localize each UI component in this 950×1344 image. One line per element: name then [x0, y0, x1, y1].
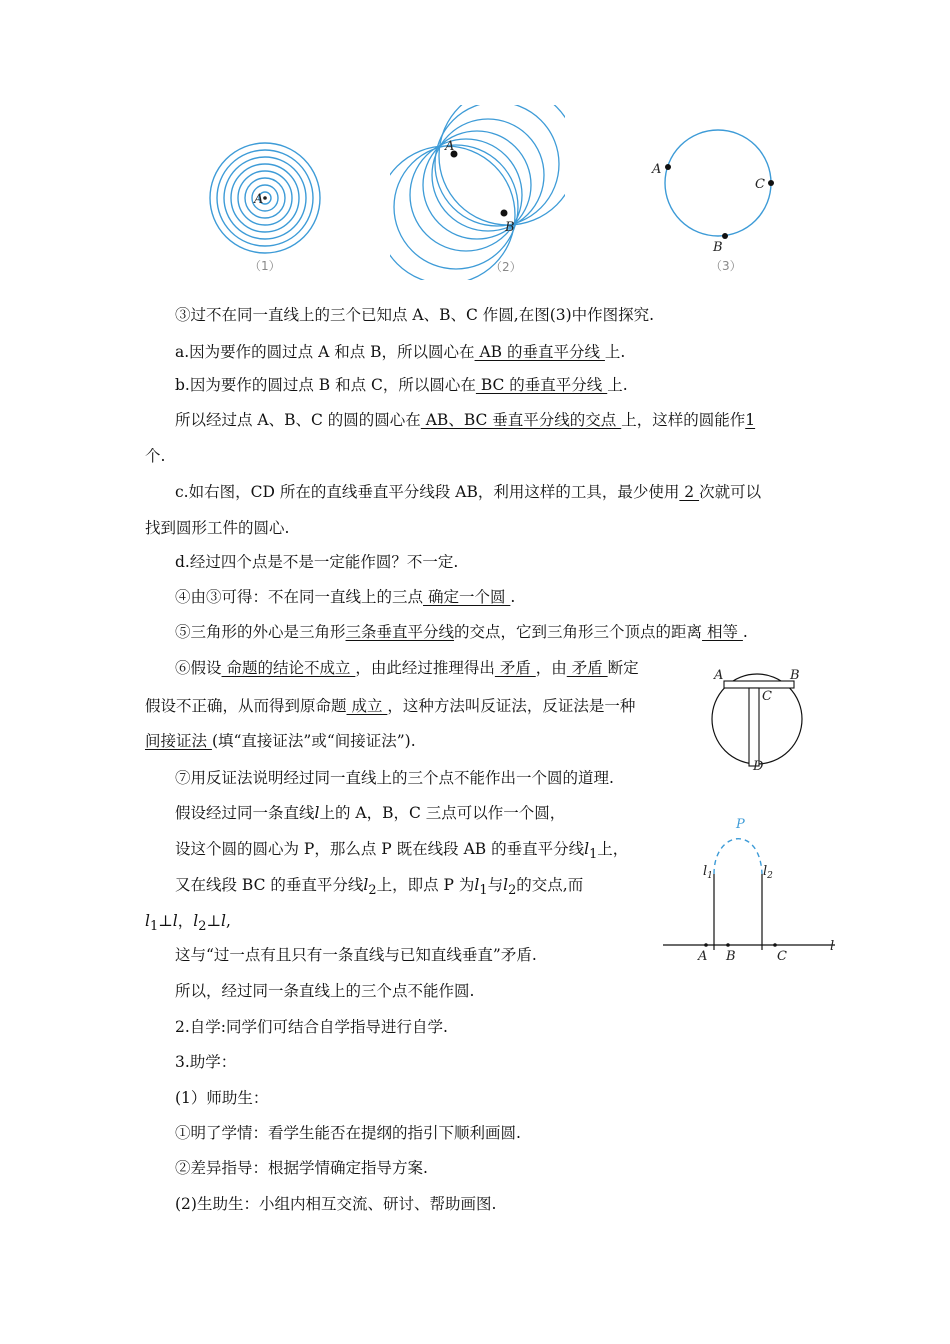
proof-label-p: P	[736, 817, 745, 832]
figure-concentric-circles	[200, 135, 330, 280]
blank-answer: 相等	[702, 623, 743, 641]
figure-perpendicular-bisectors	[660, 812, 845, 967]
step7-p2: 设这个圆的圆心为 P，那么点 P 既在线段 AB 的垂直平分线$l_1$上，	[175, 840, 629, 863]
fig2-label-b: B	[505, 220, 515, 235]
tool-label-c: C	[762, 689, 772, 704]
tool-label-a: A	[714, 668, 724, 683]
tool-label-d: D	[753, 759, 764, 774]
blank-answer: 矛盾	[494, 659, 536, 677]
step6-line2: 假设不正确，从而得到原命题 成立 ，这种方法叫反证法，反证法是一种	[145, 697, 636, 715]
fig1-center-label: A	[254, 192, 264, 207]
self-study: 2.自学:同学们可结合自学指导进行自学.	[175, 1018, 448, 1036]
teacher-item-2: ②差异指导：根据学情确定指导方案.	[175, 1159, 428, 1177]
student-help: (2)生助生：小组内相互交流、研讨、帮助画图.	[175, 1195, 497, 1213]
fig2-label-a: A	[445, 139, 455, 154]
fig3-label-c: C	[755, 177, 765, 192]
teacher-help: (1）师助生：	[175, 1089, 269, 1107]
figure-circle-three-points	[640, 125, 790, 280]
proof-label-a: A	[698, 949, 708, 964]
step7-p1: 假设经过同一条直线l上的 A，B，C 三点可以作一个圆，	[175, 804, 566, 822]
proof-label-c: C	[777, 949, 787, 964]
blank-answer: AB、BC 垂直平分线的交点	[420, 411, 622, 429]
step3-intro: ③过不在同一直线上的三个已知点 A、B、C 作圆,在图(3)中作图探究.	[175, 306, 655, 324]
figure-circles-through-two-points	[390, 105, 565, 280]
blank-answer: 成立	[346, 697, 388, 715]
step3-b: b.因为要作的圆过点 B 和点 C，所以圆心在 BC 的垂直平分线 上.	[175, 376, 628, 394]
step7-p3: 又在线段 BC 的垂直平分线$l_2$上，即点 P 为$l_1$与$l_2$的交点,而	[175, 876, 584, 899]
step5: ⑤三角形的外心是三角形三条垂直平分线的交点，它到三角形三个顶点的距离 相等 .	[175, 623, 748, 641]
step3-a: a.因为要作的圆过点 A 和点 B，所以圆心在 AB 的垂直平分线 上.	[175, 343, 626, 361]
step7-p6: 所以，经过同一条直线上的三个点不能作圆.	[175, 982, 475, 1000]
step7-intro: ⑦用反证法说明经过同一直线上的三个点不能作出一个圆的道理.	[175, 769, 614, 787]
tool-label-b: B	[790, 668, 800, 683]
step7-p4: $l_1\perp l$，$l_2\perp l$,	[145, 912, 231, 935]
blank-answer: 矛盾	[566, 659, 608, 677]
step6-line3: 间接证法 (填“直接证法”或“间接证法”).	[145, 732, 416, 750]
proof-label-l1: $l_1$	[703, 864, 713, 881]
proof-label-b: B	[726, 949, 736, 964]
step7-p5: 这与“过一点有且只有一条直线与已知直线垂直”矛盾.	[175, 946, 537, 964]
step3-conclusion-end: 个.	[145, 447, 166, 465]
blank-answer: 确定一个圆	[423, 588, 511, 606]
fig3-caption: （3）	[710, 259, 742, 273]
blank-answer: 1	[745, 411, 756, 429]
figure-t-square-tool	[705, 662, 815, 777]
step4: ④由③可得：不在同一直线上的三点 确定一个圆 .	[175, 588, 516, 606]
fig3-label-a: A	[652, 162, 662, 177]
step6-line1: ⑥假设 命题的结论不成立 ，由此经过推理得出 矛盾 ，由 矛盾 断定	[175, 659, 639, 677]
blank-answer: 2	[679, 483, 700, 501]
step3-conclusion: 所以经过点 A、B、C 的圆的圆心在 AB、BC 垂直平分线的交点 上，这样的圆能作1	[175, 411, 756, 429]
blank-answer: BC 的垂直平分线	[475, 376, 608, 394]
fig2-caption: （2）	[490, 260, 522, 274]
proof-label-l2: $l_2$	[763, 864, 773, 881]
help-heading: 3.助学：	[175, 1053, 237, 1071]
fig1-caption: （1）	[249, 259, 281, 273]
proof-label-l: l	[830, 939, 835, 954]
fig3-label-b: B	[713, 240, 723, 255]
step3-c-line2: 找到圆形工件的圆心.	[145, 519, 290, 537]
teacher-item-1: ①明了学情：看学生能否在提纲的指引下顺利画圆.	[175, 1124, 521, 1142]
blank-answer: 三条垂直平分线	[345, 623, 455, 641]
blank-answer: 命题的结论不成立	[221, 659, 356, 677]
blank-answer: 间接证法	[145, 732, 212, 750]
step3-c: c.如右图，CD 所在的直线垂直平分线段 AB，利用这样的工具，最少使用 2 次就可以	[175, 483, 762, 501]
step3-d: d.经过四个点是不是一定能作圆？不一定.	[175, 553, 459, 571]
blank-answer: AB 的垂直平分线	[474, 343, 605, 361]
